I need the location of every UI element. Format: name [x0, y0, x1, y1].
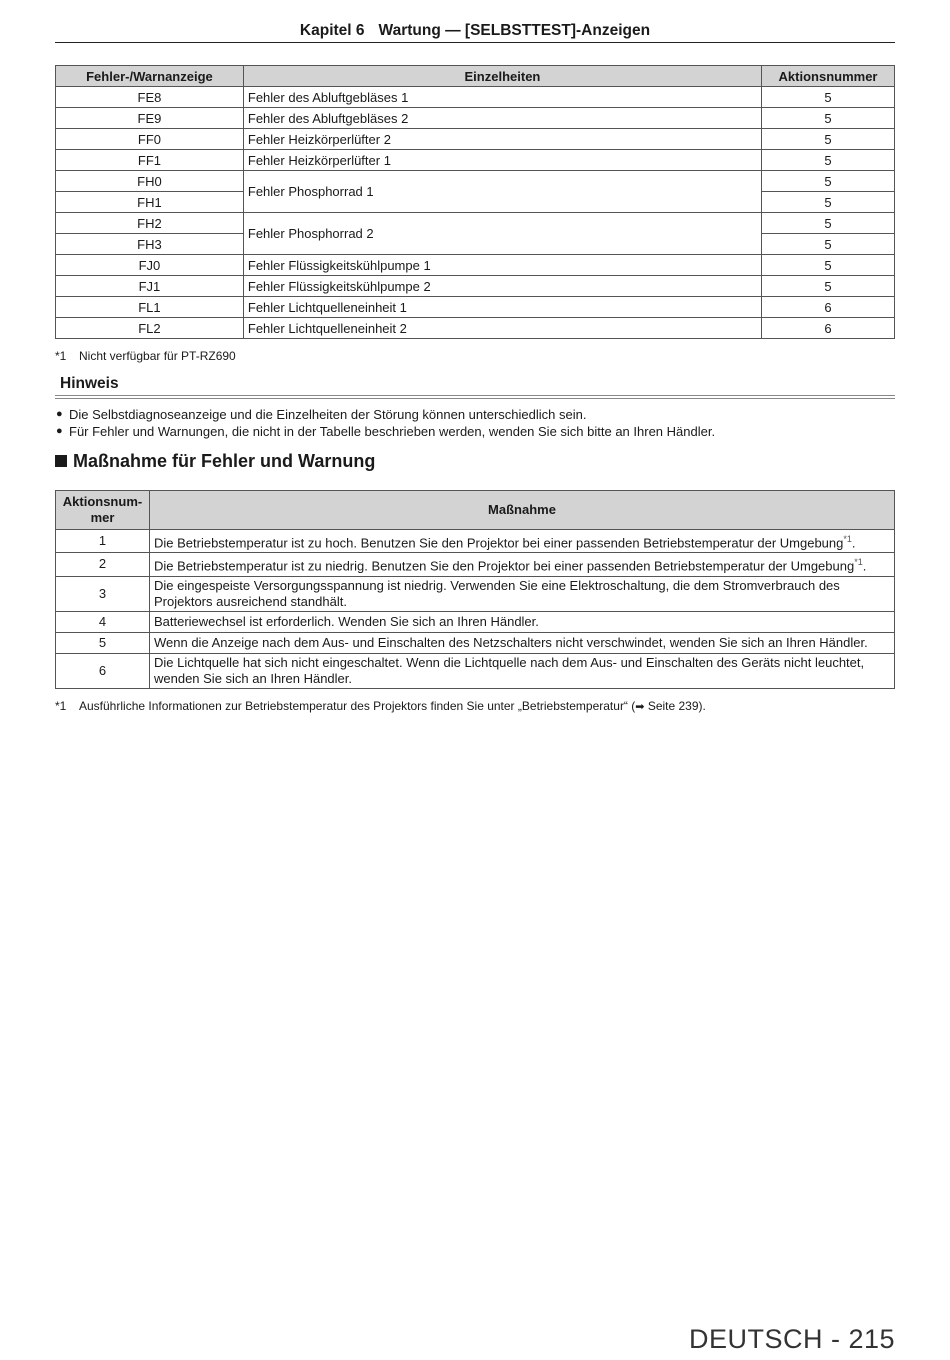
bullet-icon: ● — [56, 408, 63, 420]
footnote-text: Ausführliche Informationen zur Betriebstemperatur des Projektors finden Sie unter „Betriebstemperatur“ ( — [79, 699, 636, 713]
footnote-text-after: Seite 239). — [644, 699, 706, 713]
action-number: 5 — [762, 255, 895, 276]
chapter-label: Kapitel 6 — [299, 22, 365, 39]
list-item — [55, 423, 895, 440]
column-header: Einzelheiten — [243, 66, 761, 87]
error-details: Fehler Flüssigkeitskühlpumpe 1 — [243, 255, 761, 276]
table-row — [56, 108, 895, 129]
section-heading — [55, 451, 375, 472]
hint-heading: Hinweis — [55, 375, 895, 399]
error-code: FF0 — [56, 129, 244, 150]
hint-text: Die Selbstdiagnoseanzeige und die Einzelheiten der Störung können unterschiedlich sein. — [69, 407, 587, 422]
list-item — [55, 406, 895, 423]
action-number: 5 — [762, 276, 895, 297]
error-details: Fehler Lichtquelleneinheit 2 — [243, 318, 761, 339]
column-header: Fehler-/Warnanzeige — [56, 66, 244, 87]
footnote-ref: *1 — [854, 557, 863, 568]
error-code: FL2 — [56, 318, 244, 339]
action-number: 6 — [56, 653, 150, 688]
action-number: 1 — [56, 530, 150, 553]
table-row — [56, 297, 895, 318]
action-number: 5 — [762, 87, 895, 108]
footnote-mark: *1 — [55, 349, 67, 363]
square-icon — [55, 455, 67, 467]
table-header-row — [56, 491, 895, 530]
error-code: FL1 — [56, 297, 244, 318]
error-code: FH2 — [56, 213, 244, 234]
error-code: FE8 — [56, 87, 244, 108]
error-details: Fehler Flüssigkeitskühlpumpe 2 — [243, 276, 761, 297]
error-details: Fehler des Abluftgebläses 2 — [243, 108, 761, 129]
table-row — [56, 611, 895, 632]
action-number: 4 — [56, 611, 150, 632]
action-number: 5 — [762, 192, 895, 213]
table-row — [56, 276, 895, 297]
table-row — [56, 213, 895, 234]
error-code: FJ0 — [56, 255, 244, 276]
table-row — [56, 553, 895, 576]
action-text — [149, 530, 894, 553]
action-number: 3 — [56, 576, 150, 611]
footnote-ref: *1 — [843, 534, 852, 544]
footnote — [55, 349, 236, 363]
column-header: Maßnahme — [149, 491, 894, 530]
page-header — [55, 22, 895, 43]
action-text-main: Die Betriebstemperatur ist zu niedrig. Benutzen Sie den Projektor bei einer passenden Betriebstemperatur der Umgebung — [153, 558, 855, 574]
action-table — [55, 490, 895, 689]
table-row — [56, 576, 895, 611]
section-title: Maßnahme für Fehler und Warnung — [73, 451, 376, 471]
page-number: DEUTSCH - 215 — [688, 1324, 895, 1354]
table-row — [56, 632, 895, 653]
error-details: Fehler Heizkörperlüfter 1 — [243, 150, 761, 171]
action-text: Wenn die Anzeige nach dem Aus- und Einschalten des Netzschalters nicht verschwindet, wenden Sie sich an Ihren Händler. — [149, 632, 894, 653]
action-number: 5 — [762, 171, 895, 192]
action-number: 6 — [762, 297, 895, 318]
action-number: 5 — [762, 108, 895, 129]
table-row — [56, 653, 895, 688]
action-text: Die eingespeiste Versorgungsspannung ist niedrig. Verwenden Sie eine Elektroschaltung, die dem Stromverbrauch des Projektors ausreichend standhält. — [149, 576, 894, 611]
action-text-main: Die Betriebstemperatur ist zu hoch. Benutzen Sie den Projektor bei einer passenden Betriebstemperatur der Umgebung — [153, 535, 844, 551]
error-table — [55, 65, 895, 339]
table-row — [56, 530, 895, 553]
hint-text: Für Fehler und Warnungen, die nicht in der Tabelle beschrieben werden, wenden Sie sich bitte an Ihren Händler. — [69, 424, 716, 439]
error-code: FJ1 — [56, 276, 244, 297]
table-row — [56, 255, 895, 276]
error-details: Fehler Lichtquelleneinheit 1 — [243, 297, 761, 318]
error-details: Fehler Phosphorrad 1 — [243, 171, 761, 213]
error-details: Fehler des Abluftgebläses 1 — [243, 87, 761, 108]
arrow-right-icon: ➡ — [635, 701, 645, 713]
table-row — [56, 150, 895, 171]
action-text-tail: . — [851, 535, 856, 551]
action-text-tail: . — [862, 558, 867, 574]
table-row — [56, 318, 895, 339]
footnote-mark: *1 — [55, 699, 67, 713]
table-row — [56, 129, 895, 150]
column-header: Aktionsnummer — [762, 66, 895, 87]
error-code: FE9 — [56, 108, 244, 129]
footnote-text: Nicht verfügbar für PT-RZ690 — [79, 349, 236, 363]
bullet-icon: ● — [56, 425, 63, 437]
error-details: Fehler Phosphorrad 2 — [243, 213, 761, 255]
action-text: Batteriewechsel ist erforderlich. Wenden Sie sich an Ihren Händler. — [149, 611, 894, 632]
action-number: 6 — [762, 318, 895, 339]
action-number: 5 — [762, 150, 895, 171]
hint-list — [55, 406, 895, 440]
error-code: FH3 — [56, 234, 244, 255]
action-number: 5 — [56, 632, 150, 653]
error-details: Fehler Heizkörperlüfter 2 — [243, 129, 761, 150]
action-number: 5 — [762, 234, 895, 255]
action-number: 2 — [56, 553, 150, 576]
action-text: Die Lichtquelle hat sich nicht eingeschaltet. Wenn die Lichtquelle nach dem Aus- und Einschalten des Geräts nicht leuchtet, wenden Sie sich an Ihren Händler. — [149, 653, 894, 688]
chapter-title: Wartung — [SELBSTTEST]-Anzeigen — [378, 22, 651, 39]
table-header-row — [56, 66, 895, 87]
table-row — [56, 87, 895, 108]
action-number: 5 — [762, 213, 895, 234]
action-text — [149, 553, 894, 576]
table-row — [56, 171, 895, 192]
error-code: FH0 — [56, 171, 244, 192]
column-header: Aktionsnum-mer — [56, 491, 150, 530]
error-code: FH1 — [56, 192, 244, 213]
error-code: FF1 — [56, 150, 244, 171]
action-number: 5 — [762, 129, 895, 150]
footnote — [55, 699, 706, 713]
